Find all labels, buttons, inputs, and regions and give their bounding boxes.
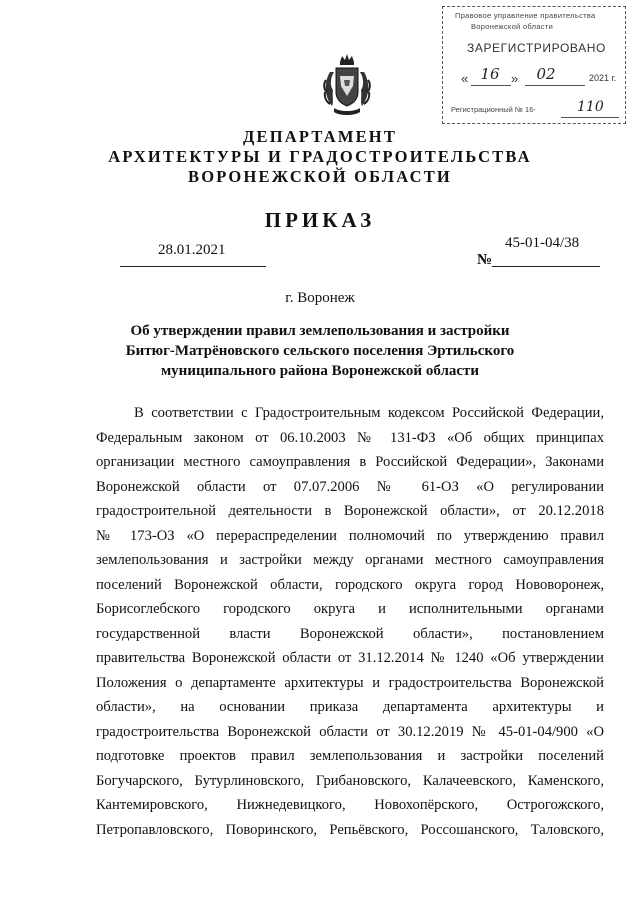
stamp-month: 02 bbox=[536, 65, 556, 83]
stamp-line-2: Воронежской области bbox=[471, 22, 554, 31]
number-underline bbox=[492, 266, 600, 267]
stamp-line-1: Правовое управление правительства bbox=[455, 11, 596, 20]
body-line: государственной власти Воронежской области», постановлением bbox=[96, 625, 604, 642]
body-line: Петропавловского, Поворинского, Репьёвского, Россошанского, Таловского, bbox=[96, 821, 604, 838]
issue-city: г. Воронеж bbox=[285, 290, 355, 306]
body-line: правительства Воронежской области от 31.12.2014 № 1240 «Об утверждении bbox=[96, 650, 604, 666]
stamp-quote-open: « bbox=[461, 71, 469, 86]
subject-line-2: Битюг-Матрёновского сельского поселения Эртильского bbox=[125, 343, 515, 359]
stamp-day-underline bbox=[471, 85, 511, 86]
body-line: Борисоглебского городского округа и исполнительными органами bbox=[96, 601, 604, 617]
stamp-quote-close: » bbox=[511, 71, 519, 86]
department-name-line-2: АРХИТЕКТУРЫ И ГРАДОСТРОИТЕЛЬСТВА bbox=[108, 147, 532, 166]
body-line: № 173-ОЗ «О перераспределении полномочий по утверждению правил bbox=[96, 527, 604, 544]
order-date: 28.01.2021 bbox=[158, 242, 226, 258]
stamp-reg-underline bbox=[561, 117, 619, 118]
body-line: Федеральным законом от 06.10.2003 № 131-ФЗ «Об общих принципах bbox=[96, 429, 604, 446]
subject-line-1: Об утверждении правил землепользования и застройки bbox=[130, 323, 510, 339]
number-sign: № bbox=[477, 252, 493, 268]
stamp-month-underline bbox=[525, 85, 585, 86]
body-line: землепользования и застройки между органами местного самоуправления bbox=[96, 552, 604, 568]
body-line: градостроительства Воронежской области от 30.12.2019 № 45-01-04/900 «О bbox=[96, 723, 604, 740]
body-line: градостроительной деятельности в Воронежской области», от 20.12.2018 bbox=[96, 503, 604, 519]
registration-stamp bbox=[442, 6, 626, 124]
body-line: подготовке проектов правил землепользования и застройки поселений bbox=[96, 748, 604, 764]
order-body bbox=[96, 401, 604, 842]
body-line: Богучарского, Бутурлиновского, Грибановского, Калачеевского, Каменского, bbox=[96, 772, 604, 789]
stamp-registered: ЗАРЕГИСТРИРОВАНО bbox=[467, 41, 606, 55]
body-line: области», на основании приказа департамента архитектуры и bbox=[96, 699, 604, 715]
order-number: 45-01-04/38 bbox=[505, 235, 580, 251]
body-line: Положения о департаменте архитектуры и градостроительства Воронежской bbox=[96, 674, 604, 691]
stamp-reg-label: Регистрационный № 16- bbox=[451, 105, 536, 114]
subject-line-3: муниципального района Воронежской области bbox=[160, 363, 480, 379]
document-type-title: ПРИКАЗ bbox=[264, 208, 376, 232]
department-name-line-3: ВОРОНЕЖСКОЙ ОБЛАСТИ bbox=[188, 167, 452, 186]
order-subject bbox=[110, 321, 530, 381]
stamp-day: 16 bbox=[480, 65, 500, 83]
stamp-reg-number: 110 bbox=[577, 99, 604, 115]
department-name-line-1: ДЕПАРТАМЕНТ bbox=[242, 127, 398, 146]
body-line: Воронежской области от 07.07.2006 № 61-ОЗ «О регулировании bbox=[96, 478, 604, 495]
coat-of-arms-icon bbox=[320, 52, 374, 118]
body-line: организации местного самоуправления в Российской Федерации», Законами bbox=[96, 454, 604, 470]
body-line: поселений Воронежской области, городского округа город Нововоронеж, bbox=[96, 576, 604, 593]
body-line: Кантемировского, Нижнедевицкого, Новохопёрского, Острогожского, bbox=[96, 797, 604, 813]
date-underline bbox=[120, 266, 266, 267]
stamp-year: 2021 г. bbox=[589, 73, 617, 83]
body-line: В соответствии с Градостроительным кодексом Российской Федерации, bbox=[134, 405, 604, 421]
